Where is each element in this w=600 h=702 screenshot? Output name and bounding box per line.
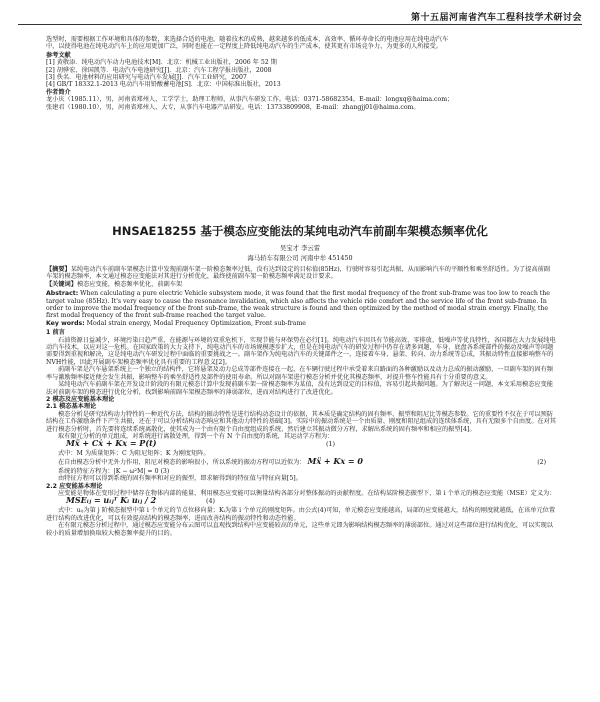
section-2-1-title: 2.1 模态基本理论 xyxy=(46,403,97,411)
body-paragraph: 某纯电动汽车前副车架在开发设计阶段的有限元模态计算中发现前副车架一阶模态频率为某值，没有达到设定的目标值，容易引起共振问题。为了解决这一问题，本文采用模态应变能法对前副车架的模态进行优化分析，找到影响前副车架模态频率的薄弱部位，进而对结构进行了改进优化。 xyxy=(46,381,553,396)
intro-tail-line: 选型时，需要根据工作环境和具体的参数，来选择合适的电池，随着技术的成熟，越来越多的低成本、高效率、循环寿命长的电池应用在纯电动汽车 xyxy=(46,36,449,43)
body-paragraph: 由特征方程可以得到系统的固有频率和对应的振型，即求解得到的特征值与特征向量[5]。 xyxy=(58,475,302,483)
references-heading: 参考文献 xyxy=(46,51,71,59)
reference-item: [3] 佚名．电池材料的应用研究与电动汽车发展[J]．汽车工业研究，2007 xyxy=(46,74,247,82)
body-paragraph: 石油资源日益减少，环境污染日趋严重，在能源与环境的双重危机下，实现节能与环保势在必行[1]。纯电动汽车因具有节能高效、零排放、低噪声等优良特性，各国都在大力发展纯电动汽车技术，以应对这一危机。在国家政策的大力支持下，纯电动汽车的市场规模逐步扩大，但是在纯电动汽车的研发过程中仍存在诸多问题，车身、底盘各系统部件的振动及噪声等问题需要得到重视和解决，这是纯电动汽车研发过程中面临的重要挑战之一。副车架作为纯电动汽车的关键部件之一，连接着车身、悬架、转向、动力系统等总成，其振动特性直接影响整车的NVH性能，因此开展副车架模态频率优化具有重要的工程意义[2]。 xyxy=(46,336,556,366)
abstract-cn-label: 【摘要】 xyxy=(46,266,71,273)
paper-authors: 吴宝才 李云雷 xyxy=(279,244,321,252)
equation-2-row xyxy=(46,455,556,468)
body-paragraph: 模态分析是研究结构动力特性的一种近代方法，结构的振动特性是进行结构动态设计的依据，其本质是确定结构的固有频率、振型和阻尼比等模态参数。它的重要性不仅在于可以预防结构在工作激励条件下产生共振，还在于可以分析结构动态响应和其他动力特性的基础[3]。实际中的振动系统是一个由质量、刚度和阻尼组成的连续体系统，具有无限多个自由度。在对其进行模态分析时，首先要将连续系统离散化，使其成为一个由有限个自由度组成的系统，然后建立其振动微分方程，求解出系统的固有频率和相应的振型[4]。 xyxy=(46,410,556,433)
equation-4-number: (4) xyxy=(206,497,216,506)
author-bio-heading: 作者简介 xyxy=(46,88,71,96)
paper-affiliation: 海马轿车有限公司 河南中牟 451450 xyxy=(247,254,353,262)
header-divider xyxy=(18,24,582,25)
keywords-cn-label: 【关键词】 xyxy=(46,280,77,288)
abstract-cn xyxy=(46,266,556,281)
equation-1 xyxy=(66,440,556,450)
equation-4-body: MSEᵢⱼ = uᵢⱼᵀ Kᵢ uᵢⱼ / 2 xyxy=(66,495,157,506)
equation-1-body: Mẍ + Cẋ + Kx = P(t) xyxy=(66,438,157,449)
abstract-en-label: Abstract: xyxy=(46,290,79,298)
equation-4 xyxy=(66,497,556,507)
intro-tail-line: 中，以使得电池在纯电动汽车上的应用更加广泛，同时也能在一定程度上降低纯电动汽车的生产成本，使其更有市场竞争力，为更多的人所接受。 xyxy=(46,43,442,51)
body-paragraph: 取有限元分析的单元组成，对系统进行离散处理，得到一个有 N 个自由度的系统，其运动学方程为： xyxy=(58,432,334,440)
section-1-title: 1 前言 xyxy=(46,329,65,337)
reference-item: [4] GB/T 18332.1-2013 电动汽车用铅酸蓄电池[S]．北京：中国标准出版社，2013 xyxy=(46,81,281,89)
body-paragraph: 式中：uᵢⱼ为第 j 阶模态振型中第 i 个单元的节点位移向量；Kᵢ为第 i 个单元的刚度矩阵。由公式(4)可知，单元模态应变能越高，局部的应变能越大，结构的刚度就越低，在该单元位置进行结构的改进优化，可以有效提高结构的模态频率，进而改善结构的振动特性和动态性能。 xyxy=(46,507,556,522)
paper-title: HNSAE18255 基于模态应变能法的某纯电动汽车前副车架模态频率优化 xyxy=(112,224,488,238)
keywords-en-label: Key words: xyxy=(46,319,85,327)
section-2-title: 2 模态及应变能基本理论 xyxy=(46,395,115,403)
section-2-2-title: 2.2 应变能基本理论 xyxy=(46,482,103,490)
running-header: 第十五届河南省汽车工程科技学术研讨会 xyxy=(410,13,582,23)
abstract-en xyxy=(46,290,556,320)
reference-item: [2] 胡骅宏，徐国凯等．电动汽车电池研究[J]．北京：汽车工程学报出版社，2008 xyxy=(46,66,272,74)
body-paragraph: 式中：M 为质量矩阵；C 为阻尼矩阵；K 为刚度矩阵。 xyxy=(58,450,210,458)
equation-1-number: (1) xyxy=(326,440,336,449)
reference-item: [1] 黄敬添．纯电动汽车动力电池技术[M]．北京：机械工业出版社，2006 年 52 期 xyxy=(46,59,277,67)
equation-3-text: 系统的特征方程为：|K − ω²M| = 0 xyxy=(58,467,159,475)
abstract-section xyxy=(46,266,556,537)
keywords-cn-text: 模态应变能，模态频率优化，前副车架 xyxy=(76,280,183,288)
body-paragraph: 应变能是物体在变形过程中储存在物体内部的能量，利用模态应变能可以衡量结构各部分对整体振动的贡献程度。在结构某阶模态振型下，第 i 个单元的模态应变能（MSE）定义为： xyxy=(58,489,556,497)
keywords-en xyxy=(46,320,556,327)
previous-paper-tail xyxy=(46,36,556,111)
equation-2-body: Mẍ + Kx = 0 xyxy=(307,455,363,466)
abstract-cn-text: 某纯电动汽车前副车架模态计算中发现前副车架一阶模态频率过低，没有达到设定的目标值(85Hz)，行驶时容易引起共振，从而影响汽车的平顺性和乘坐舒适性。为了提高前副车架的模态频率，本文通过模态应变能法对其进行分析优化，最终使前副车架一阶模态频率满足设计要求。 xyxy=(46,266,550,281)
keywords-cn xyxy=(46,281,556,288)
keywords-en-text: Modal strain energy, Modal Frequency Optimization, Front sub-frame xyxy=(86,319,306,327)
abstract-en-text: When calculating a pure electric Vehicle subsystem mode, it was found that the first modal frequency of the front sub-frame was too low to reach the target value (85Hz). It's very easy to cause the resonance invalidation, which also affects the vehicle ride comfort and the service life of the front sub-frame. In order to improve the modal frequency of the front sub-frame, the weak structure is found and then optimized by the method of modal strain energy. Finally, the first modal frequency of the front sub-frame reached the target value. xyxy=(46,290,550,320)
body-paragraph: 在有限元模态分析过程中，通过模态应变能分布云图可以直观找到结构中应变能较高的单元，这些单元即为影响结构模态频率的薄弱部位。通过对这些部位进行结构优化，可以实现以较小的质量增加换取较大模态频率提升的目的。 xyxy=(46,522,553,537)
equation-2-lead: 在自由模态分析中无外力作用，阻尼对模态的影响很小，所以系统的振动方程可以近似为： xyxy=(58,458,306,466)
author-bio-line: 龙小庆（1985.11），男，河南省郑州人，工学学士，助理工程师，从事汽车研发工作。电话：0371-58682354，E-mail：longxq@haima.com； xyxy=(46,96,454,104)
author-bio-line: 张建君（1980.10），男，河南省郑州人，大专，从事汽车电器产品研发。电话：13733809908，E-mail：zhangjj01@haima.com。 xyxy=(46,103,420,111)
equation-3-number: (3) xyxy=(160,467,170,475)
equation-2-number: (2) xyxy=(537,458,546,466)
body-paragraph: 前副车架是汽车悬架系统上一个独立的结构件，它将悬架及动力总成等部件连接在一起，在车辆行驶过程中承受着来自路面的各种激励以及动力总成的振动激励，一旦副车架的固有频率与激励频率接近便会发生共振，影响整车的乘坐舒适性及部件的使用寿命。所以对副车架进行模态分析并优化其模态频率，对提升整车性能具有十分重要的意义。 xyxy=(46,366,553,381)
